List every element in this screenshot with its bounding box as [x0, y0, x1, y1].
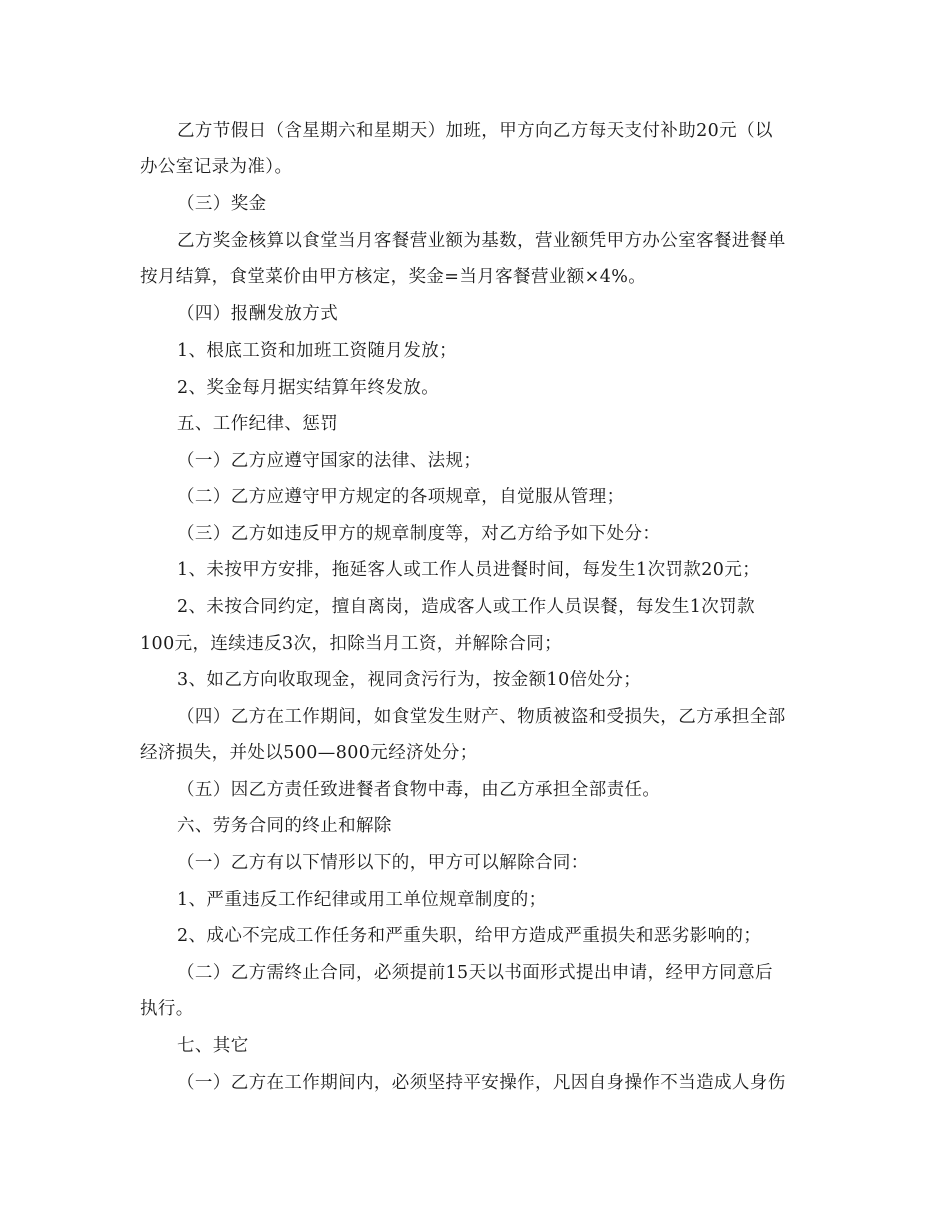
paragraph-line: 按月结算，食堂菜价由甲方核定，奖金=当月客餐营业额×4%。: [140, 267, 647, 287]
paragraph-line: （二）乙方应遵守甲方规定的各项规章，自觉服从管理；: [177, 487, 625, 507]
section-heading: （四）报酬发放方式: [177, 304, 339, 324]
paragraph-line: 1、严重违反工作纪律或用工单位规章制度的；: [177, 890, 547, 910]
paragraph-line: 1、根底工资和加班工资随月发放；: [177, 341, 458, 361]
paragraph-line: 100元，连续违反3次，扣除当月工资，并解除合同；: [140, 634, 563, 654]
paragraph-line: 乙方奖金核算以食堂当月客餐营业额为基数，营业额凭甲方办公室客餐进餐单: [177, 231, 786, 251]
paragraph-line: （二）乙方需终止合同，必须提前15天以书面形式提出申请，经甲方同意后: [177, 963, 773, 983]
paragraph-line: （四）乙方在工作期间，如食堂发生财产、物质被盗和受损失，乙方承担全部: [177, 707, 786, 727]
section-heading: 五、工作纪律、惩罚: [177, 414, 339, 434]
paragraph-line: 乙方节假日（含星期六和星期天）加班，甲方向乙方每天支付补助20元（以: [177, 121, 773, 141]
paragraph-line: 执行。: [140, 999, 194, 1019]
paragraph-line: （三）乙方如违反甲方的规章制度等，对乙方给予如下处分：: [177, 524, 661, 544]
paragraph-line: （五）因乙方责任致进餐者食物中毒，由乙方承担全部责任。: [177, 780, 661, 800]
paragraph-line: 3、如乙方向收取现金，视同贪污行为，按金额10倍处分；: [177, 670, 642, 690]
paragraph-line: 经济损失，并处以500—800元经济处分；: [140, 743, 478, 763]
paragraph-line: （一）乙方应遵守国家的法律、法规；: [177, 451, 482, 471]
paragraph-line: 2、未按合同约定，擅自离岗，造成客人或工作人员误餐，每发生1次罚款: [177, 597, 755, 617]
paragraph-line: 1、未按甲方安排，拖延客人或工作人员进餐时间，每发生1次罚款20元；: [177, 560, 761, 580]
paragraph-line: 2、奖金每月据实结算年终发放。: [177, 378, 440, 398]
paragraph-line: 办公室记录为准）。: [140, 157, 293, 177]
section-heading: 六、劳务合同的终止和解除: [177, 816, 392, 836]
paragraph-line: 2、成心不完成工作任务和严重失职，给甲方造成严重损失和恶劣影响的；: [177, 926, 762, 946]
paragraph-line: （一）乙方有以下情形以下的，甲方可以解除合同：: [177, 853, 589, 873]
section-heading: （三）奖金: [177, 194, 267, 214]
section-heading: 七、其它: [177, 1036, 249, 1056]
paragraph-line: （一）乙方在工作期间内，必须坚持平安操作，凡因自身操作不当造成人身伤: [177, 1073, 786, 1093]
